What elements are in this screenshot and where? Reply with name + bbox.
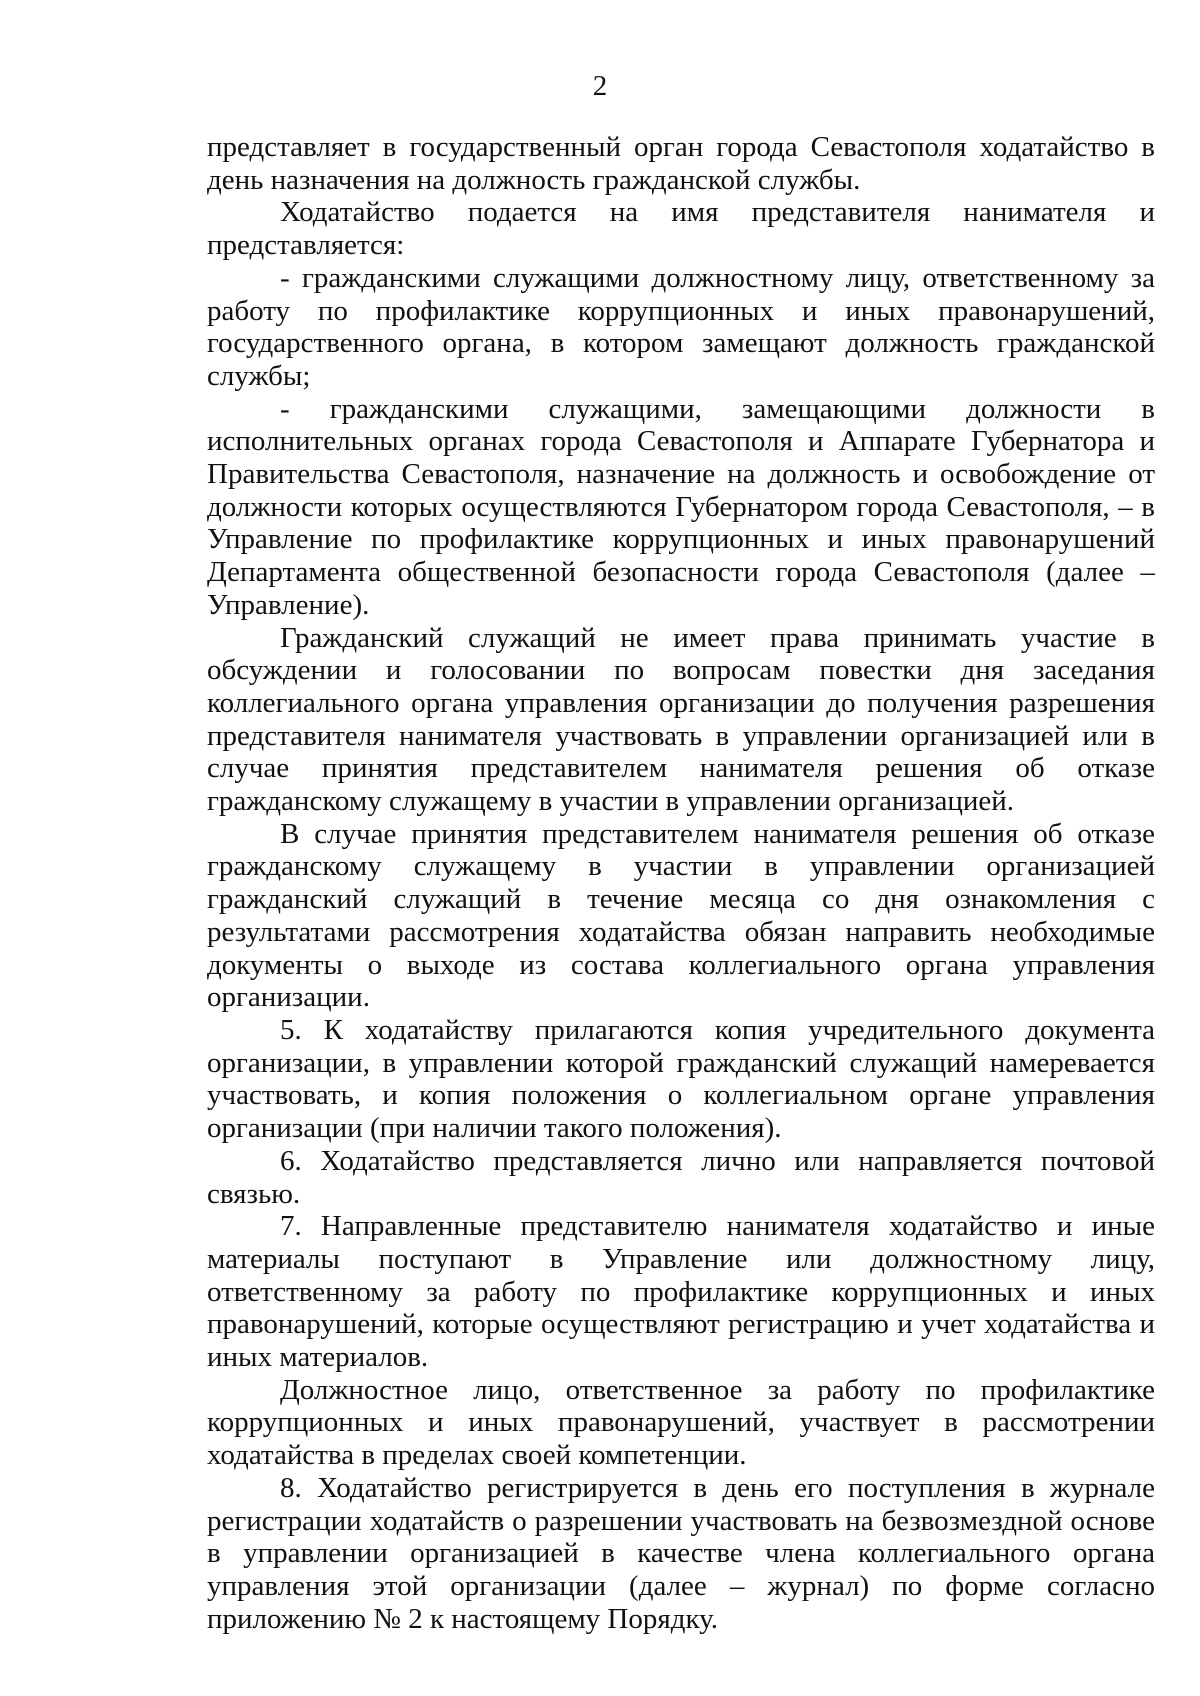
paragraph-item-7: 7. Направленные представителю нанимателя ходатайство и иные материалы поступают в Управление или должностному лицу, ответственному за работу по профилактике коррупционных и иных правонарушений, которые осуществляют регистрацию и учет ходатайства и иных материалов. — [207, 1210, 1155, 1374]
paragraph: Ходатайство подается на имя представителя нанимателя и представляется: — [207, 196, 1155, 262]
paragraph: В случае принятия представителем нанимателя решения об отказе гражданскому служащему в участии в управлении организацией гражданский служащий в течение месяца со дня ознакомления с результатами рассмотрения ходатайства обязан направить необходимые документы о выходе из состава коллегиального органа управления организации. — [207, 817, 1155, 1014]
paragraph-list-item: - гражданскими служащими должностному лицу, ответственному за работу по профилактике коррупционных и иных правонарушений, государственного органа, в котором замещают должность гражданской службы; — [207, 261, 1155, 392]
paragraph-list-item: - гражданскими служащими, замещающими должности в исполнительных органах города Севастополя и Аппарате Губернатора и Правительства Севастополя, назначение на должность и освобождение от должности которых осуществляются Губернатором города Севастополя, – в Управление по профилактике коррупционных и иных правонарушений Департамента общественной безопасности города Севастополя (далее – Управление). — [207, 392, 1155, 621]
paragraph: Гражданский служащий не имеет права принимать участие в обсуждении и голосовании по вопросам повестки дня заседания коллегиального органа управления организации до получения разрешения представителя нанимателя участвовать в управлении организацией или в случае принятия представителем нанимателя решения об отказе гражданскому служащему в участии в управлении организацией. — [207, 621, 1155, 818]
paragraph-item-5: 5. К ходатайству прилагаются копия учредительного документа организации, в управлении которой гражданский служащий намеревается участвовать, и копия положения о коллегиальном органе управления организации (при наличии такого положения). — [207, 1013, 1155, 1145]
page-number: 2 — [592, 70, 608, 102]
paragraph-item-6: 6. Ходатайство представляется лично или направляется почтовой связью. — [207, 1144, 1155, 1210]
paragraph-continuation: представляет в государственный орган города Севастополя ходатайство в день назначения на должность гражданской службы. — [207, 131, 1155, 196]
paragraph-item-8: 8. Ходатайство регистрируется в день его поступления в журнале регистрации ходатайств о разрешении участвовать на безвозмездной основе в управлении организацией в качестве члена коллегиального органа управления этой организации (далее – журнал) по форме согласно приложению № 2 к настоящему Порядку. — [207, 1471, 1155, 1635]
paragraph: Должностное лицо, ответственное за работу по профилактике коррупционных и иных правонарушений, участвует в рассмотрении ходатайства в пределах своей компетенции. — [207, 1373, 1155, 1472]
document-body — [207, 131, 1155, 1635]
